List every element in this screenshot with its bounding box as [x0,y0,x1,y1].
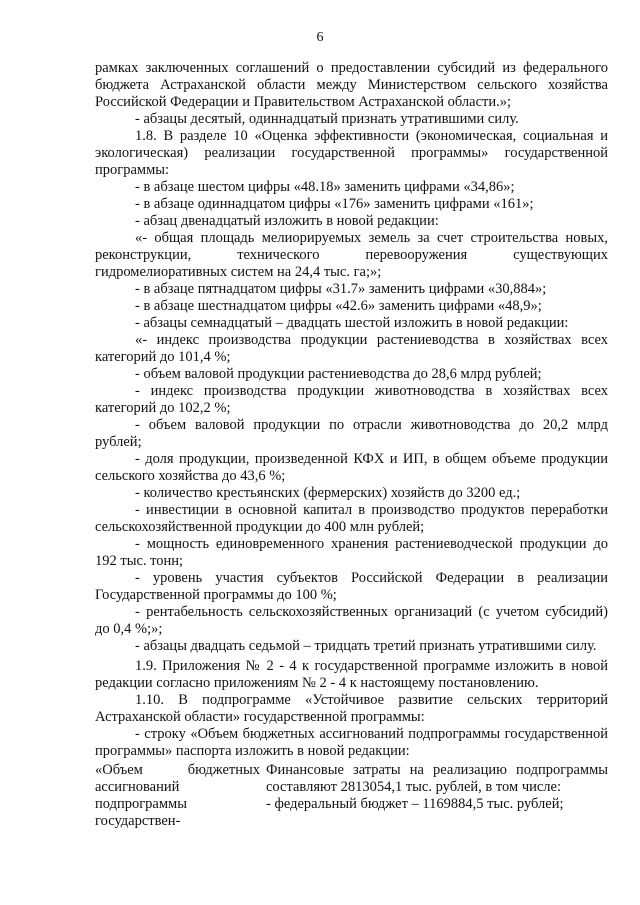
paragraph: - абзацы двадцать седьмой – тридцать третий признать утратившими силу. [135,638,597,654]
table-cell-line: Финансовые затраты на реализацию подпрограммы составляют 2813054,1 тыс. рублей, в том числе: [266,762,608,795]
paragraph: - рентабельность сельскохозяйственных организаций (с учетом субсидий) до 0,4 %;»; [95,604,608,637]
passport-table-row [95,762,608,830]
paragraph: - в абзаце шестнадцатом цифры «42.6» заменить цифрами «48,9»; [135,298,542,314]
paragraph: - доля продукции, произведенной КФХ и ИП, в общем объеме продукции сельского хозяйства до 43,6 %; [95,451,608,484]
paragraph: - абзац двенадцатый изложить в новой редакции: [135,213,439,229]
paragraph: «- общая площадь мелиорируемых земель за счет строительства новых, реконструкции, технического перевооружения существующих гидромелиоративных систем на 24,4 тыс. га;»; [95,230,608,280]
paragraph: - в абзаце пятнадцатом цифры «31.7» заменить цифрами «30,884»; [135,281,547,297]
document-body [95,60,608,830]
paragraph: 1.10. В подпрограмме «Устойчивое развитие сельских территорий Астраханской области» государственной программы: [95,692,608,725]
paragraph: - мощность единовременного хранения растениеводческой продукции до 192 тыс. тонн; [95,536,608,569]
paragraph: 1.9. Приложения № 2 - 4 к государственной программе изложить в новой редакции согласно приложениям № 2 - 4 к настоящему постановлению. [95,658,608,691]
paragraph: «- индекс производства продукции растениеводства в хозяйствах всех категорий до 101,4 %; [95,332,608,365]
paragraph: - количество крестьянских (фермерских) хозяйств до 3200 ед.; [135,485,521,501]
paragraph: рамках заключенных соглашений о предоставлении субсидий из федерального бюджета Астраханской области между Министерством сельского хозяйства Российской Федерации и Правительством Астраханской области.»; [95,60,608,110]
table-cell-value [260,762,608,830]
page-number: 6 [316,30,324,45]
paragraph: - объем валовой продукции растениеводства до 28,6 млрд рублей; [135,366,542,382]
table-cell-label: «Объем бюджетных ассигнований подпрограммы государствен- [95,762,260,829]
paragraph: 1.8. В разделе 10 «Оценка эффективности (экономическая, социальная и экологическая) реализации государственной программы» государственной программы: [95,128,608,178]
paragraph: - абзацы семнадцатый – двадцать шестой изложить в новой редакции: [135,315,569,331]
paragraph: - в абзаце одиннадцатом цифры «176» заменить цифрами «161»; [135,196,534,212]
paragraph: - уровень участия субъектов Российской Федерации в реализации Государственной программы до 100 %; [95,570,608,603]
table-cell-line: - федеральный бюджет – 1169884,5 тыс. рублей; [266,796,564,812]
paragraph: - в абзаце шестом цифры «48.18» заменить цифрами «34,86»; [135,179,515,195]
paragraph: - объем валовой продукции по отрасли животноводства до 20,2 млрд рублей; [95,417,608,450]
paragraph: - абзацы десятый, одиннадцатый признать утратившими силу. [135,111,519,127]
paragraph: - индекс производства продукции животноводства в хозяйствах всех категорий до 102,2 %; [95,383,608,416]
paragraph: - строку «Объем бюджетных ассигнований подпрограммы государственной программы» паспорта изложить в новой редакции: [95,726,608,759]
paragraph: - инвестиции в основной капитал в производство продуктов переработки сельскохозяйственной продукции до 400 млн рублей; [95,502,608,535]
